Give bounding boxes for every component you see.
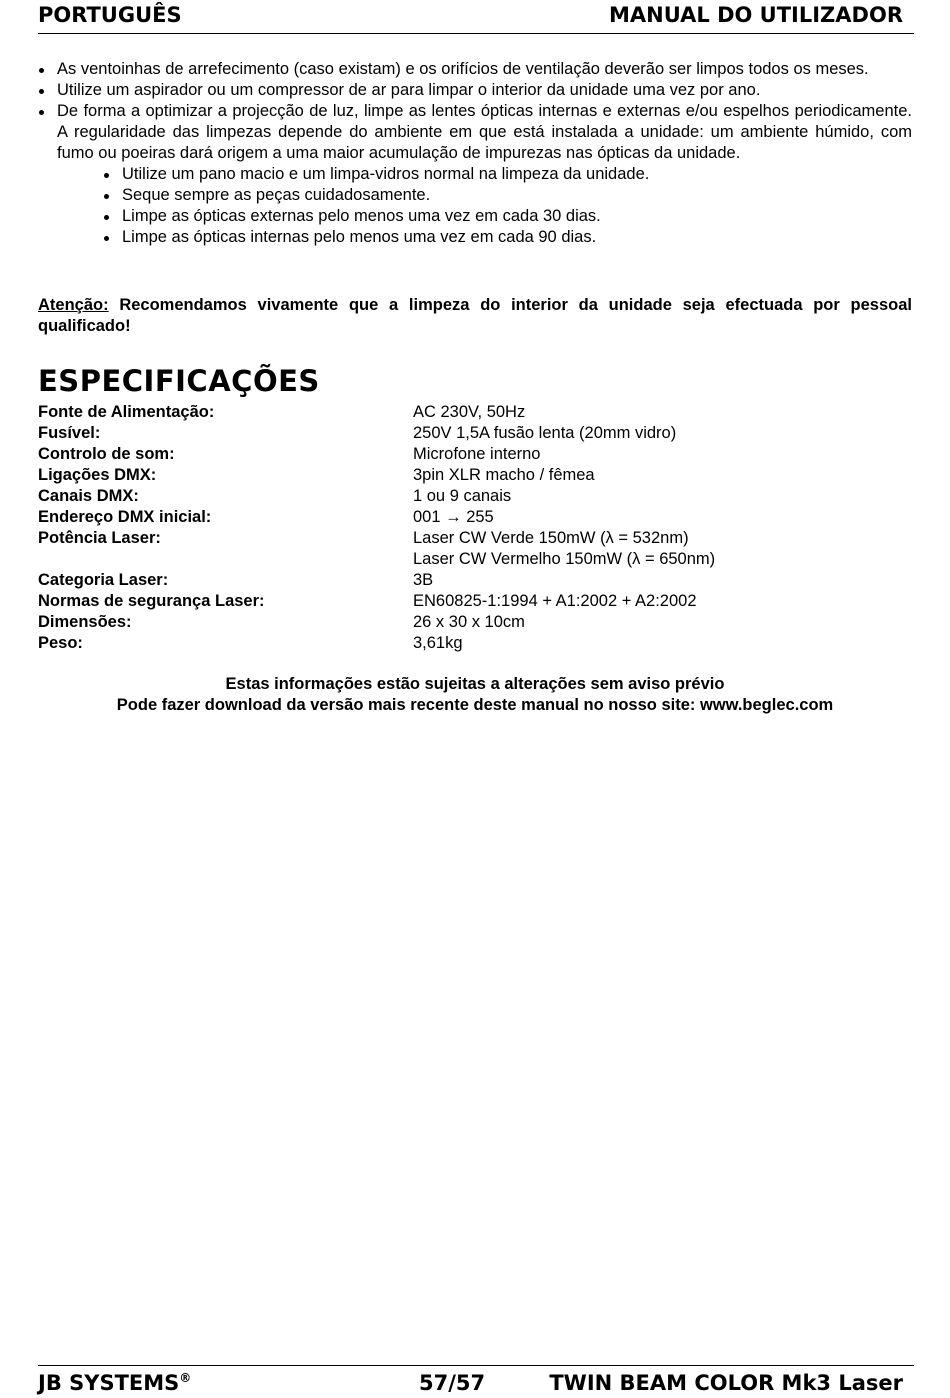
spec-key: Fusível: xyxy=(38,424,101,442)
spec-key: Controlo de som: xyxy=(38,445,175,463)
spec-row xyxy=(38,528,715,549)
header-language: PORTUGUÊS xyxy=(38,3,182,27)
download-note: Pode fazer download da versão mais recente deste manual no nosso site: www.beglec.com xyxy=(116,696,834,714)
list-item: Utilize um aspirador ou um compressor de ar para limpar o interior da unidade uma vez por ano. xyxy=(38,80,912,101)
spec-value: 001 → 255 xyxy=(413,508,494,526)
attention-note xyxy=(38,295,912,337)
spec-key: Potência Laser: xyxy=(38,529,161,547)
sub-list-item: Limpe as ópticas externas pelo menos uma vez em cada 30 dias. xyxy=(57,206,912,227)
spec-key: Ligações DMX: xyxy=(38,466,157,484)
sub-list-item: Utilize um pano macio e um limpa-vidros normal na limpeza da unidade. xyxy=(57,164,912,185)
attention-label: Atenção: xyxy=(38,296,109,314)
spec-key: Endereço DMX inicial: xyxy=(38,508,212,526)
spec-key: Peso: xyxy=(38,634,83,652)
spec-key xyxy=(38,549,413,570)
sub-list-item: Limpe as ópticas internas pelo menos uma vez em cada 90 dias. xyxy=(57,227,912,248)
page-header xyxy=(38,0,914,34)
spec-row xyxy=(38,633,715,654)
brand-name: JB SYSTEMS xyxy=(38,1371,180,1395)
spec-row xyxy=(38,402,715,423)
specifications-table xyxy=(38,402,715,654)
spec-row xyxy=(38,486,715,507)
spec-value: Microfone interno xyxy=(413,445,541,463)
spec-key: Fonte de Alimentação: xyxy=(38,403,215,421)
cleaning-bullet-list xyxy=(38,59,912,248)
disclaimer-note: Estas informações estão sujeitas a alterações sem aviso prévio xyxy=(225,675,725,693)
spec-value: 3,61kg xyxy=(413,634,463,652)
registered-mark: ® xyxy=(179,1371,192,1385)
spec-value: Laser CW Verde 150mW (λ = 532nm) xyxy=(413,529,689,547)
spec-value: 3pin XLR macho / fêmea xyxy=(413,466,595,484)
footer-brand xyxy=(38,1371,191,1395)
spec-key: Normas de segurança Laser: xyxy=(38,592,265,610)
spec-row xyxy=(38,612,715,633)
sub-bullet-list xyxy=(57,164,912,248)
attention-text: Recomendamos vivamente que a limpeza do interior da unidade seja efectuada por pessoal qualificado! xyxy=(38,296,912,335)
sub-list-item: Seque sempre as peças cuidadosamente. xyxy=(57,185,912,206)
spec-value: 26 x 30 x 10cm xyxy=(413,613,525,631)
list-item: As ventoinhas de arrefecimento (caso existam) e os orifícios de ventilação deverão ser limpos todos os meses. xyxy=(38,59,912,80)
list-item xyxy=(38,101,912,248)
list-item-text: De forma a optimizar a projecção de luz, limpe as lentes ópticas internas e externas e/ou espelhos periodicamente. A regularidade das limpezas depende do ambiente em que está instalada a unidade: um ambiente húmido, com fumo ou poeiras dará origem a uma maior acumulação de impurezas nas ópticas da unidade. xyxy=(57,102,912,162)
spec-row xyxy=(38,507,715,528)
footer-product: TWIN BEAM COLOR Mk3 Laser xyxy=(549,1371,903,1395)
header-title: MANUAL DO UTILIZADOR xyxy=(609,3,903,27)
spec-value: 250V 1,5A fusão lenta (20mm vidro) xyxy=(413,424,677,442)
spec-row xyxy=(38,465,715,486)
spec-key: Categoria Laser: xyxy=(38,571,169,589)
spec-row xyxy=(38,570,715,591)
spec-key: Dimensões: xyxy=(38,613,132,631)
spec-row xyxy=(38,549,715,570)
spec-value: 3B xyxy=(413,571,434,589)
spec-value: Laser CW Vermelho 150mW (λ = 650nm) xyxy=(413,550,716,568)
spec-key: Canais DMX: xyxy=(38,487,139,505)
spec-value: AC 230V, 50Hz xyxy=(413,403,526,421)
spec-value: 1 ou 9 canais xyxy=(413,487,512,505)
specifications-heading: ESPECIFICAÇÕES xyxy=(38,364,320,398)
spec-row xyxy=(38,423,715,444)
spec-row xyxy=(38,591,715,612)
spec-value: EN60825-1:1994 + A1:2002 + A2:2002 xyxy=(413,592,697,610)
page-number: 57/57 xyxy=(419,1371,486,1395)
page-footer xyxy=(38,1365,914,1398)
spec-row xyxy=(38,444,715,465)
